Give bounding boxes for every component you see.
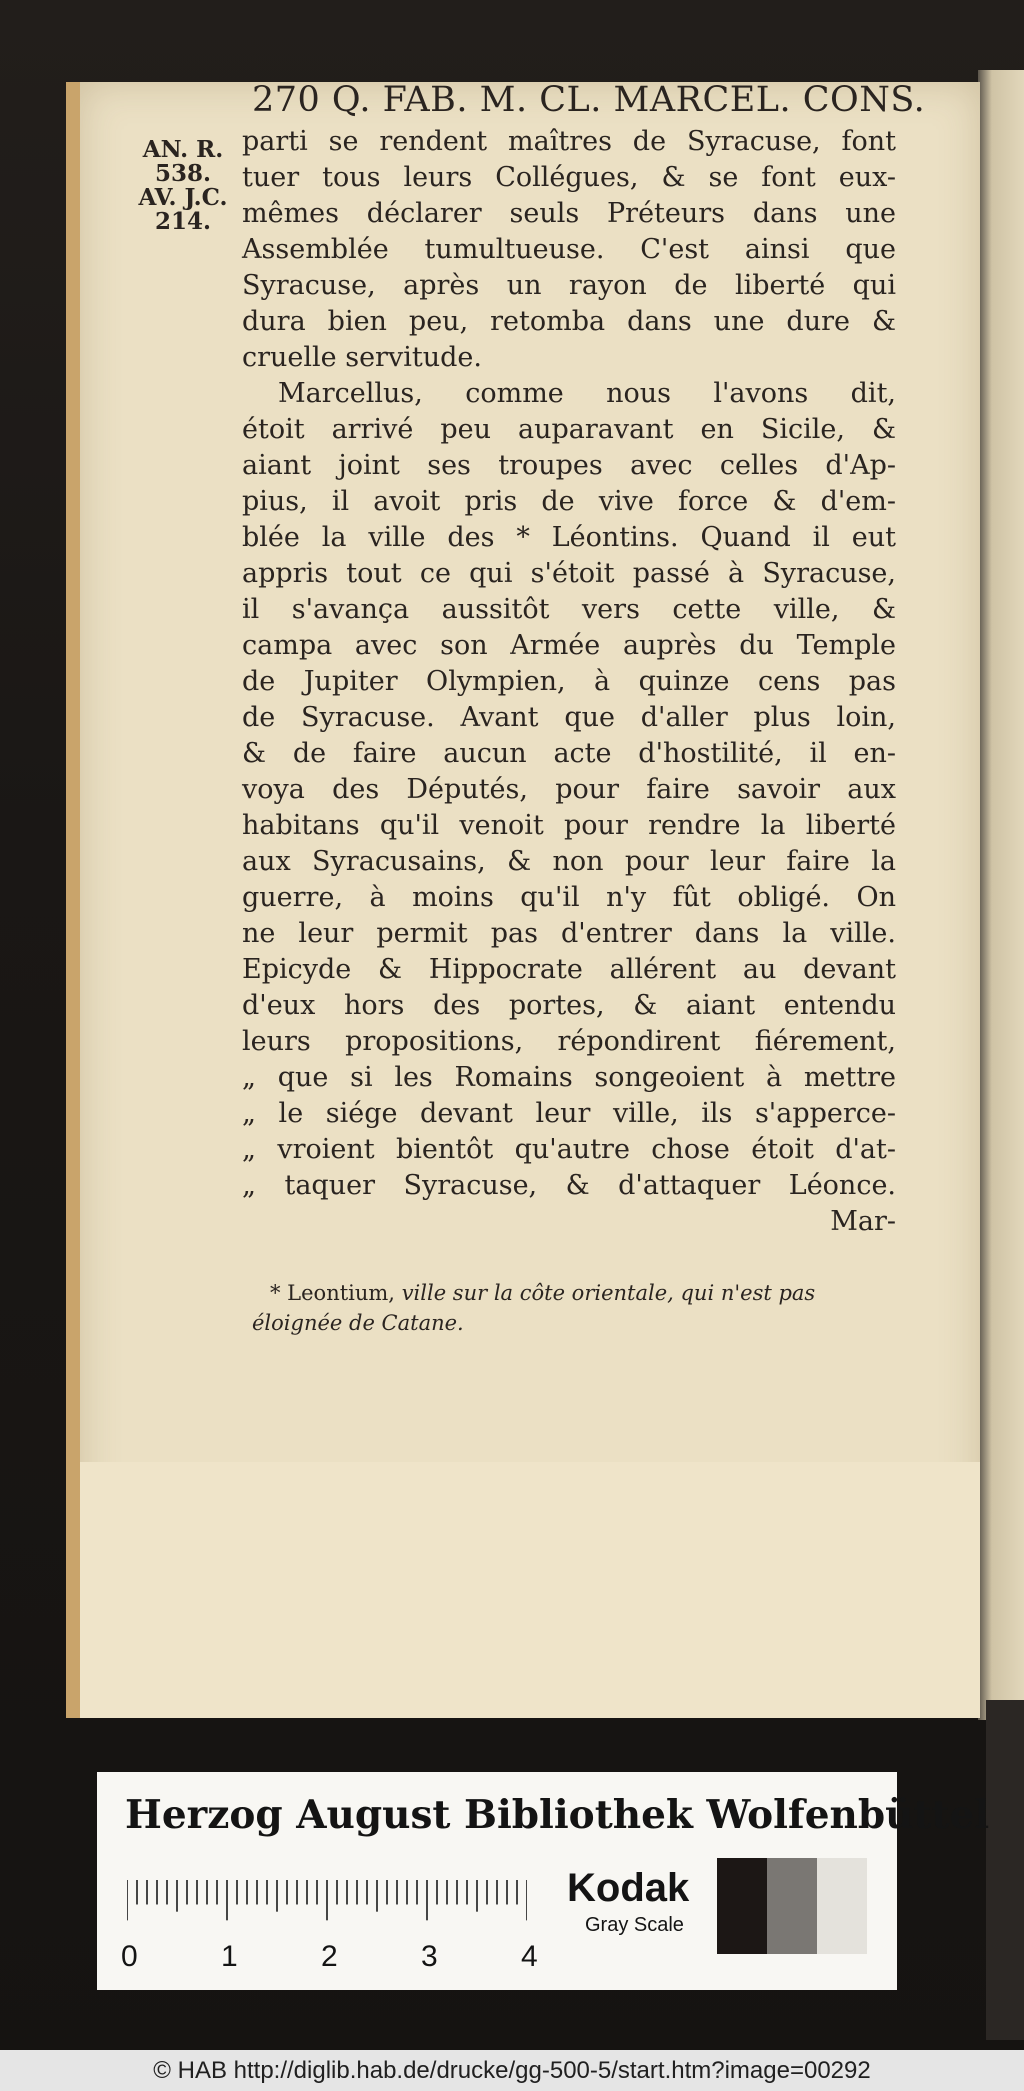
page-lower-area [80,1462,980,1718]
text-line: de Syracuse. Avant que d'aller plus loin, [242,702,896,733]
running-head: 270 Q. FAB. M. CL. MARCEL. CONS. [252,80,926,120]
text-line: aiant joint ses troupes avec celles d'Ap- [242,450,896,481]
footnote-line: éloignée de Catane. [252,1311,464,1335]
text-line: mêmes déclarer seuls Préteurs dans une [242,198,896,229]
text-line: aux Syracusains, & non pour leur faire la [242,846,896,877]
ruler-number: 1 [221,1940,238,1973]
ruler [127,1872,527,1932]
margin-note [128,138,238,234]
margin-note-line: AV. J.C. [138,184,228,211]
margin-note-line: AN. R. [142,136,224,163]
footnote-italic: ville sur la côte orientale, qui n'est pas [401,1281,816,1305]
gray-swatch-black [717,1858,767,1954]
text-line: ne leur permit pas d'entrer dans la ville. [242,918,896,949]
gray-swatch-mid [767,1858,817,1954]
text-line: Marcellus, comme nous l'avons dit, [278,378,896,409]
text-line: & de faire aucun acte d'hostilité, il en- [242,738,896,769]
text-line: leurs propositions, répondirent fiérement, [242,1026,896,1057]
gray-swatch-white [817,1858,867,1954]
gray-scale-label: Gray Scale [585,1914,684,1936]
text-line: il s'avança aussitôt vers cette ville, & [242,594,896,625]
text-line: étoit arrivé peu auparavant en Sicile, & [242,414,896,445]
text-line: appris tout ce qui s'étoit passé à Syracuse, [242,558,896,589]
library-name: Herzog August Bibliothek Wolfenbüttel [125,1792,990,1838]
kodak-logo: Kodak [567,1866,690,1910]
text-line: Epicyde & Hippocrate allérent au devant [242,954,896,985]
catchword: Mar- [830,1206,896,1237]
text-line: pius, il avoit pris de vive force & d'em- [242,486,896,517]
text-line: d'eux hors des portes, & aiant entendu [242,990,896,1021]
footnote-line [252,1278,892,1308]
text-line: parti se rendent maîtres de Syracuse, font [242,126,896,157]
text-line: de Jupiter Olympien, à quinze cens pas [242,666,896,697]
body-text [242,124,896,1240]
text-line: campa avec son Armée auprès du Temple [242,630,896,661]
text-line: „ que si les Romains songeoient à mettre [242,1062,896,1093]
text-line: cruelle servitude. [242,342,482,373]
copyright-footer: © HAB http://diglib.hab.de/drucke/gg-500-5/start.htm?image=00292 [0,2050,1024,2091]
text-line: „ vroient bientôt qu'autre chose étoit d'at- [242,1134,896,1165]
text-line: Syracuse, après un rayon de liberté qui [242,270,896,301]
footnote [252,1278,892,1338]
text-line: guerre, à moins qu'il n'y fût obligé. On [242,882,896,913]
adjacent-page-edge [978,70,1024,1720]
gray-swatches [717,1858,867,1954]
text-line: habitans qu'il venoit pour rendre la liberté [242,810,896,841]
margin-note-line: 538. [154,160,212,187]
ruler-number: 3 [421,1940,438,1973]
adjacent-page-shadow [986,1700,1024,2040]
text-line: „ le siége devant leur ville, ils s'apperce- [242,1098,896,1129]
text-line: Assemblée tumultueuse. C'est ainsi que [242,234,896,265]
ruler-number: 4 [521,1940,538,1973]
text-line: „ taquer Syracuse, & d'attaquer Léonce. [242,1170,896,1201]
text-line: voya des Députés, pour faire savoir aux [242,774,896,805]
margin-note-line: 214. [154,208,212,235]
footnote-lead: * Leontium, [270,1281,395,1305]
color-calibration-strip [97,1772,990,1990]
text-line: blée la ville des * Léontins. Quand il eut [242,522,896,553]
text-line: tuer tous leurs Collégues, & se font eux- [242,162,896,193]
text-line: dura bien peu, retomba dans une dure & [242,306,896,337]
ruler-number: 2 [321,1940,338,1973]
ruler-number: 0 [121,1940,138,1973]
